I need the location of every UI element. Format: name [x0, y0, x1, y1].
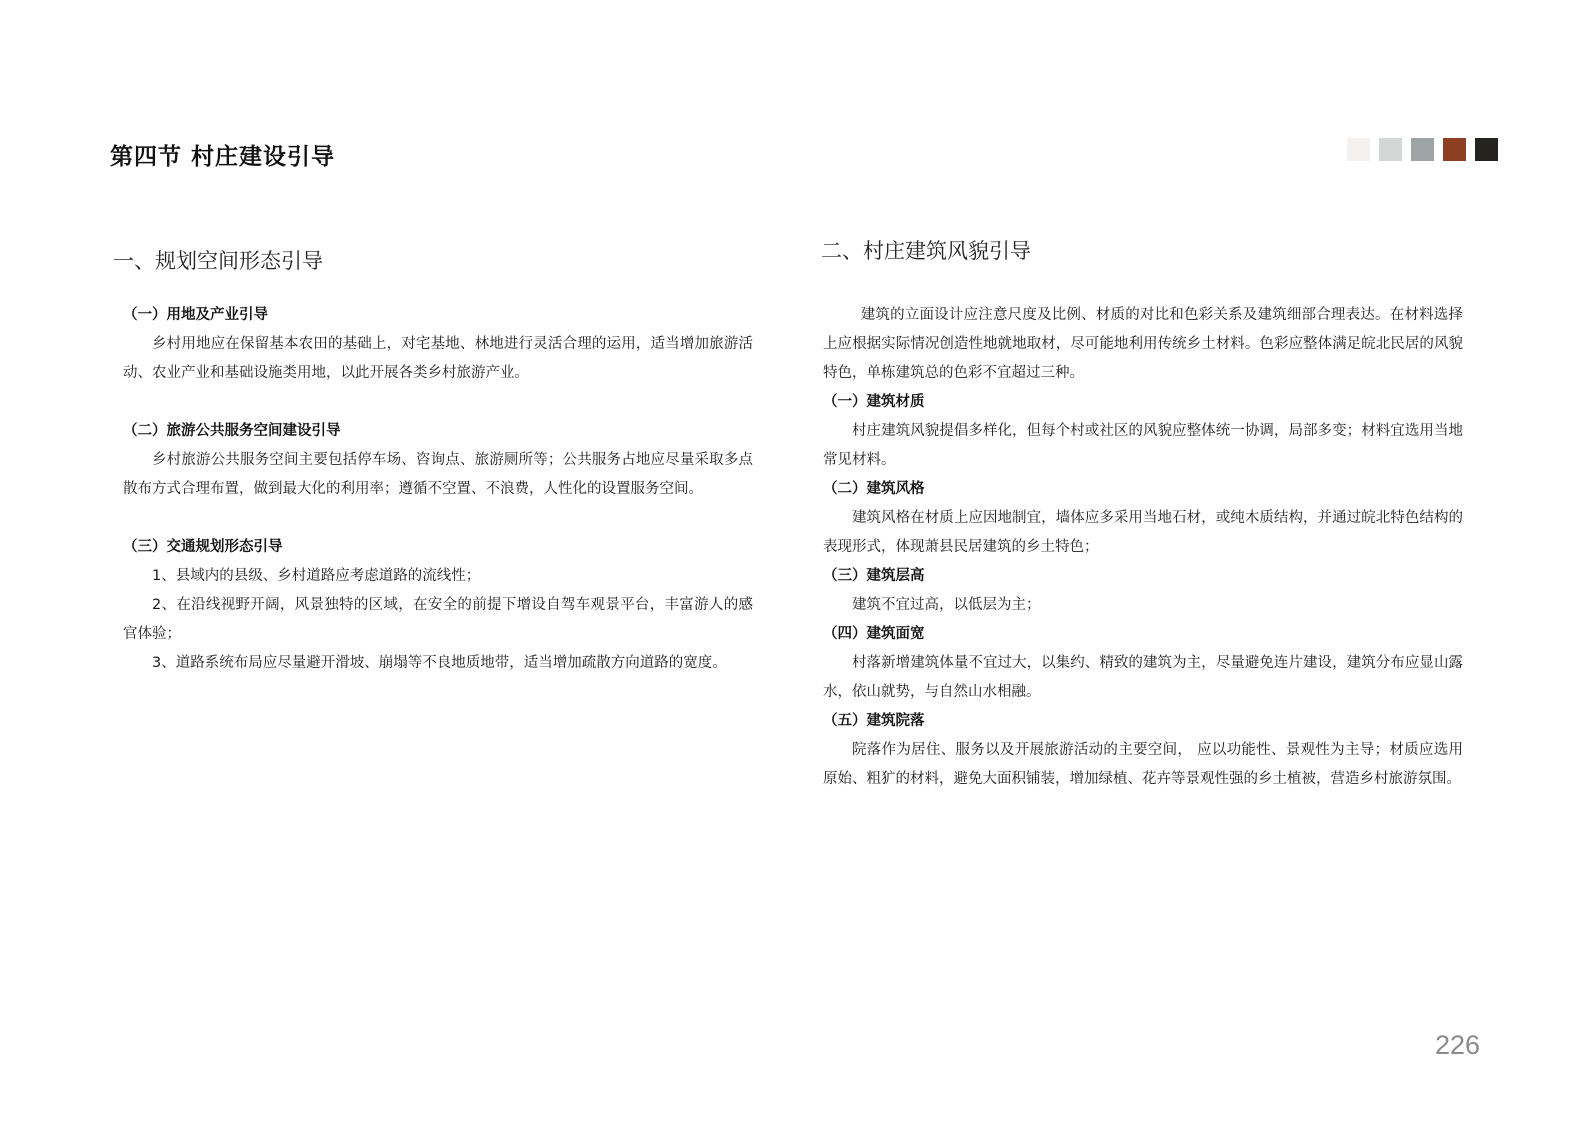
- paragraph: 村落新增建筑体量不宜过大，以集约、精致的建筑为主，尽量避免连片建设，建筑分布应显山露水，依山就势，与自然山水相融。: [823, 655, 1463, 700]
- paragraph: 建筑风格在材质上应因地制宜，墙体应多采用当地石材，或纯木质结构，并通过皖北特色结构的表现形式，体现萧县民居建筑的乡土特色；: [823, 510, 1463, 555]
- sub-heading-height: （三）建筑层高: [823, 568, 925, 584]
- color-swatch-1: [1347, 138, 1370, 161]
- paragraph: 3、道路系统布局应尽量避开滑坡、崩塌等不良地质地带，适当增加疏散方向道路的宽度。: [152, 655, 727, 671]
- sub-heading-style: （二）建筑风格: [823, 481, 925, 497]
- paragraph: 乡村用地应在保留基本农田的基础上，对宅基地、林地进行灵活合理的运用，适当增加旅游活动、农业产业和基础设施类用地，以此开展各类乡村旅游产业。: [123, 336, 753, 381]
- sub-heading-courtyard: （五）建筑院落: [823, 713, 925, 729]
- sub-heading-width: （四）建筑面宽: [823, 626, 925, 642]
- paragraph: 村庄建筑风貌提倡多样化，但每个村或社区的风貌应整体统一协调，局部多变；材料宜选用当地常见材料。: [823, 423, 1463, 468]
- color-swatch-3: [1411, 138, 1434, 161]
- sub-heading-land-use: （一）用地及产业引导: [123, 307, 268, 323]
- section-heading-architecture: 二、村庄建筑风貌引导: [821, 239, 1031, 263]
- paragraph: 建筑不宜过高，以低层为主；: [852, 597, 1041, 613]
- color-swatch-2: [1379, 138, 1402, 161]
- color-swatch-4: [1443, 138, 1466, 161]
- paragraph: 院落作为居住、服务以及开展旅游活动的主要空间， 应以功能性、景观性为主导；材质应选用原始、粗犷的材料，避免大面积铺装，增加绿植、花卉等景观性强的乡土植被，营造乡村旅游氛围。: [823, 742, 1463, 787]
- paragraph: 乡村旅游公共服务空间主要包括停车场、咨询点、旅游厕所等；公共服务占地应尽量采取多点散布方式合理布置，做到最大化的利用率；遵循不空置、不浪费，人性化的设置服务空间。: [123, 452, 753, 497]
- section-heading-planning: 一、规划空间形态引导: [113, 249, 323, 273]
- planning-text-block: [123, 301, 753, 678]
- sub-heading-traffic: （三）交通规划形态引导: [123, 539, 283, 555]
- page-number: 226: [1435, 1030, 1481, 1060]
- color-palette: [1347, 138, 1498, 161]
- sub-heading-material: （一）建筑材质: [823, 394, 925, 410]
- architecture-text-block: [823, 301, 1463, 794]
- intro-paragraph: 建筑的立面设计应注意尺度及比例、材质的对比和色彩关系及建筑细部合理表达。在材料选择上应根据实际情况创造性地就地取材，尽可能地利用传统乡土材料。色彩应整体满足皖北民居的风貌特色，单栋建筑总的色彩不宜超过三种。: [823, 307, 1463, 381]
- page-title: 第四节 村庄建设引导: [110, 144, 336, 170]
- color-swatch-5: [1475, 138, 1498, 161]
- paragraph: 2、在沿线视野开阔，风景独特的区域，在安全的前提下增设自驾车观景平台，丰富游人的感官体验；: [123, 597, 753, 642]
- sub-heading-tourism-service: （二）旅游公共服务空间建设引导: [123, 423, 341, 439]
- paragraph: 1、县域内的县级、乡村道路应考虑道路的流线性；: [152, 568, 481, 584]
